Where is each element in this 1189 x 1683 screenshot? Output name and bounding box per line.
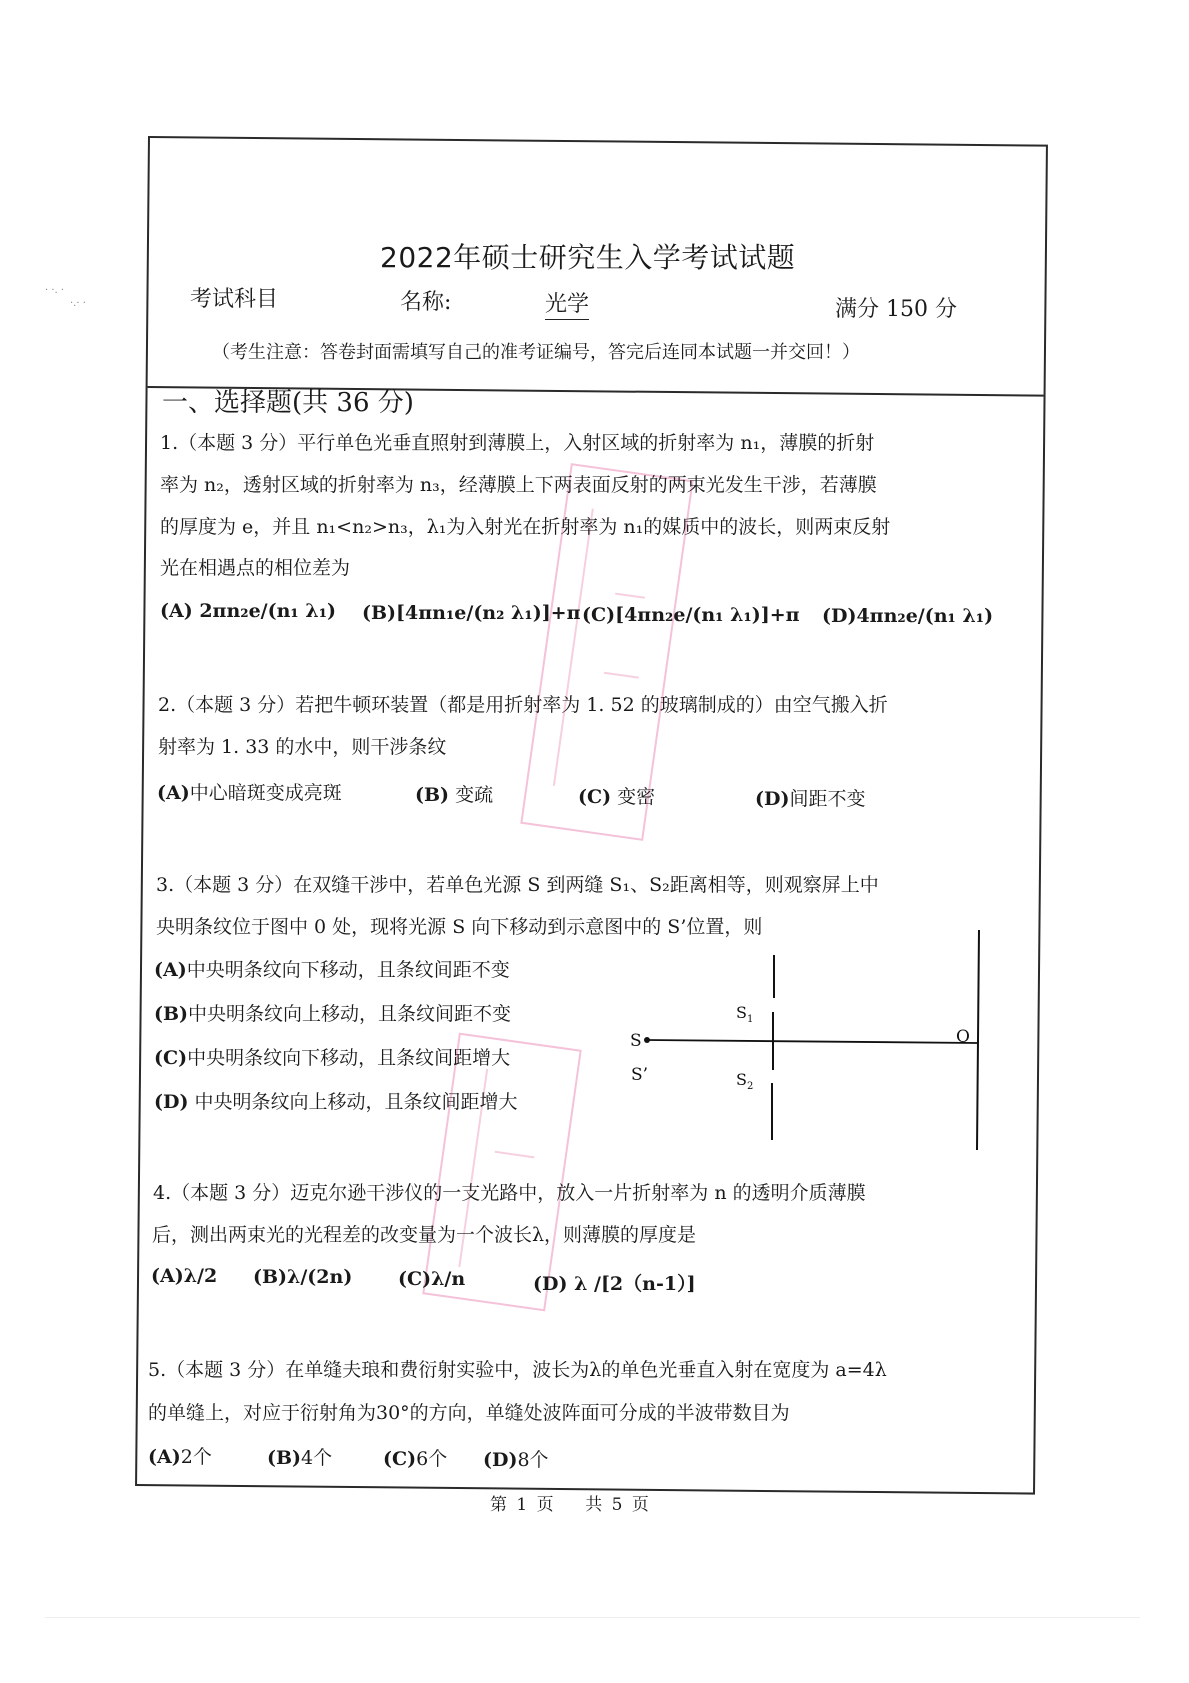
option-text: 6个	[416, 1448, 448, 1470]
option-b: (B)λ/(2n)	[253, 1266, 353, 1288]
option-label: (A)	[148, 1446, 181, 1468]
slit2-label	[736, 1070, 753, 1092]
option-label: (B)	[154, 1003, 189, 1025]
option-text: 2个	[180, 1446, 212, 1468]
option-b: (B)[4πn₁e/(n₂ λ₁)]+π	[362, 602, 581, 624]
option-b	[154, 999, 511, 1026]
double-slit-svg	[630, 920, 990, 1160]
option-label: (B)	[267, 1447, 302, 1469]
question-line: 1.（本题 3 分）平行单色光垂直照射到薄膜上，入射区域的折射率为 n₁，薄膜的折射	[160, 432, 875, 454]
subject-label: 考试科目	[190, 287, 279, 312]
option-label: (D)	[154, 1091, 189, 1113]
moved-source-label: S’	[631, 1065, 649, 1085]
exam-notice: （考生注意：答卷封面需填写自己的准考证编号，答完后连同本试题一并交回！）	[212, 342, 860, 363]
option-label: (A)	[157, 782, 190, 804]
name-label: 名称:	[400, 290, 452, 315]
option-c	[383, 1444, 447, 1471]
option-text: 8个	[517, 1449, 549, 1471]
option-text: 间距不变	[789, 788, 866, 810]
page-number-footer: 第 1 页 共 5 页	[490, 1495, 651, 1515]
option-text: 中央明条纹向下移动，且条纹间距不变	[186, 959, 510, 981]
scan-speck: · ·. ·	[45, 285, 65, 296]
option-text: 中央明条纹向下移动，且条纹间距增大	[187, 1047, 511, 1069]
question-line: 的厚度为 e，并且 n₁<n₂>n₃，λ₁为入射光在折射率为 n₁的媒质中的波长，则两束反射	[160, 516, 891, 538]
option-text: 中央明条纹向上移动，且条纹间距不变	[188, 1003, 512, 1025]
question-line: 射率为 1. 33 的水中，则干涉条纹	[158, 736, 447, 758]
question-line: 后，测出两束光的光程差的改变量为一个波长λ，则薄膜的厚度是	[152, 1224, 697, 1246]
source-label: S	[630, 1031, 642, 1051]
option-b	[267, 1443, 332, 1470]
option-a	[148, 1442, 212, 1469]
scan-speck: ·.· ·	[70, 298, 86, 309]
slit2-subscript: 2	[746, 1081, 754, 1092]
option-label: (B)	[415, 784, 450, 806]
option-text: 变密	[611, 786, 656, 808]
option-a: (A) 2πn₂e/(n₁ λ₁)	[160, 600, 337, 622]
question-line: 5.（本题 3 分）在单缝夫琅和费衍射实验中，波长为λ的单色光垂直入射在宽度为 a=4λ	[148, 1359, 887, 1381]
option-text: 4个	[301, 1447, 333, 1469]
option-c: (C)[4πn₂e/(n₁ λ₁)]+π	[582, 604, 800, 626]
question-line: 3.（本题 3 分）在双缝干涉中，若单色光源 S 到两缝 S₁、S₂距离相等，则观察屏上中	[156, 874, 879, 896]
slit2-letter: S	[736, 1070, 747, 1089]
option-d: (D)4πn₂e/(n₁ λ₁)	[822, 605, 994, 627]
slit1-label	[736, 1003, 753, 1025]
option-label: (D)	[755, 788, 790, 810]
option-text: 变疏	[449, 784, 494, 806]
center-label: O	[956, 1027, 970, 1047]
option-d	[755, 784, 865, 811]
scan-edge-line	[45, 1617, 1140, 1618]
observation-screen	[977, 930, 979, 1150]
option-d: (D) λ /[2（n-1）]	[533, 1273, 696, 1295]
option-text: 中心暗斑变成亮斑	[189, 782, 342, 804]
option-a: (A)λ/2	[151, 1265, 218, 1287]
optical-axis	[647, 1040, 977, 1043]
question-line: 率为 n₂，透射区域的折射率为 n₃，经薄膜上下两表面反射的两束光发生干涉，若薄膜	[160, 474, 877, 496]
question-line: 光在相遇点的相位差为	[160, 557, 351, 579]
subject-value: 光学	[545, 287, 589, 320]
option-label: (D)	[483, 1449, 518, 1471]
section-title: 一、选择题(共 36 分)	[162, 388, 414, 418]
exam-title: 2022年硕士研究生入学考试试题	[380, 241, 796, 274]
option-a	[154, 955, 510, 982]
source-point	[644, 1037, 650, 1043]
option-a	[157, 778, 342, 805]
option-text: 中央明条纹向上移动，且条纹间距增大	[188, 1091, 518, 1113]
slit1-letter: S	[736, 1003, 747, 1022]
question-line: 4.（本题 3 分）迈克尔逊干涉仪的一支光路中，放入一片折射率为 n 的透明介质薄膜	[153, 1182, 866, 1204]
option-label: (C)	[578, 786, 612, 808]
option-b	[415, 780, 493, 807]
option-c	[154, 1043, 510, 1070]
question-line: 的单缝上，对应于衍射角为30°的方向，单缝处波阵面可分成的半波带数目为	[148, 1402, 790, 1424]
total-score: 满分 150 分	[835, 297, 957, 322]
option-d	[483, 1445, 549, 1472]
option-c: (C)λ/n	[398, 1268, 466, 1290]
double-slit-diagram	[630, 920, 990, 1164]
question-line: 央明条纹位于图中 0 处，现将光源 S 向下移动到示意图中的 S’位置，则	[156, 916, 763, 938]
option-c	[578, 782, 655, 809]
option-label: (C)	[154, 1047, 188, 1069]
option-label: (A)	[154, 959, 187, 981]
option-label: (C)	[383, 1448, 417, 1470]
slit1-subscript: 1	[746, 1014, 754, 1025]
question-line: 2.（本题 3 分）若把牛顿环装置（都是用折射率为 1. 52 的玻璃制成的）由空气搬入折	[158, 694, 888, 716]
option-d	[154, 1087, 518, 1114]
